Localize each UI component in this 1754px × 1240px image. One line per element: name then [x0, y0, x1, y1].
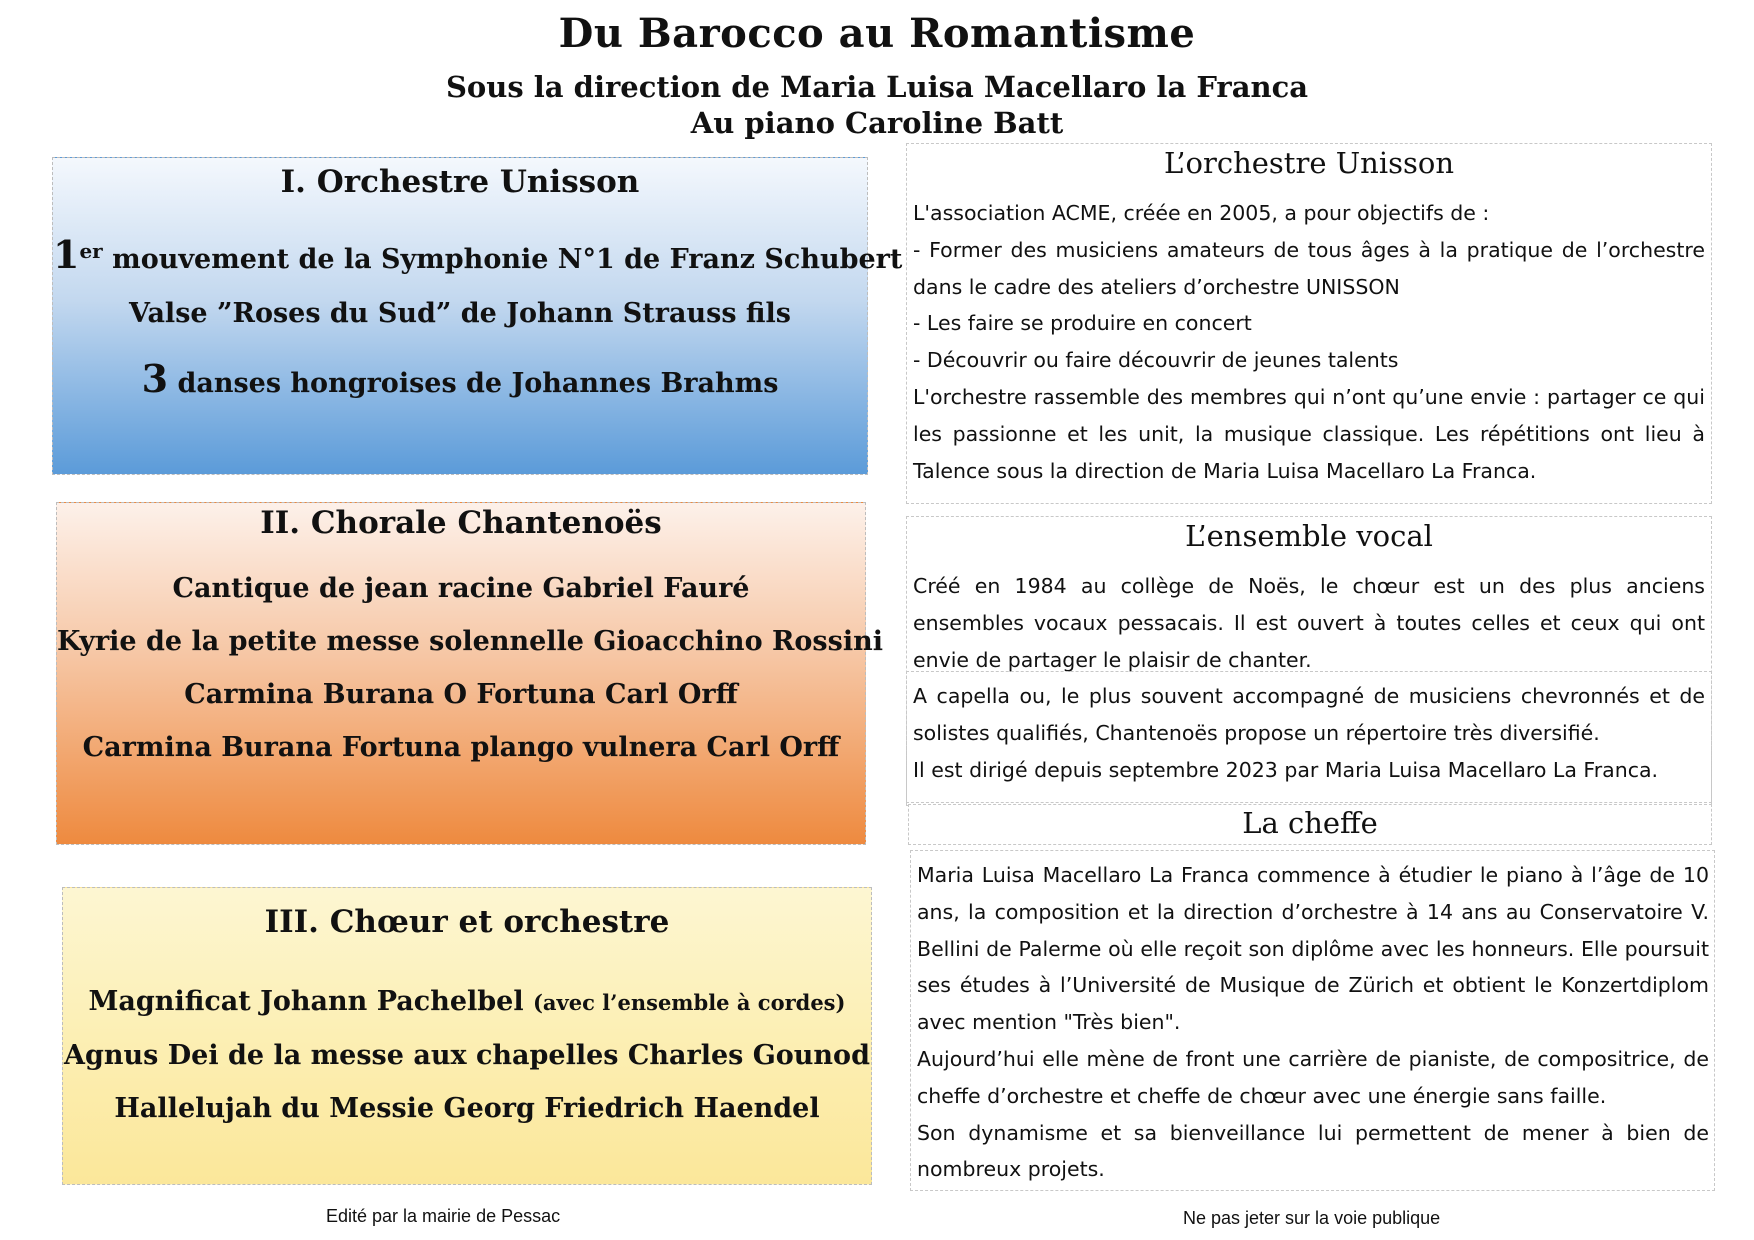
part-2-item: Carmina Burana Fortuna plango vulnera Carl Orff	[82, 732, 840, 763]
program-part-3-box	[62, 887, 872, 1185]
program-part-2-box	[56, 502, 883, 845]
orchestre-line: - Découvrir ou faire découvrir de jeunes talents	[913, 348, 1399, 373]
part-3-item-1-note: (avec l’ensemble à cordes)	[533, 990, 846, 1015]
part-3-item-1	[63, 986, 871, 1017]
publisher-note: Edité par la mairie de Pessac	[326, 1206, 561, 1226]
orchestre-line: L'association ACME, créée en 2005, a pour objectifs de :	[913, 201, 1490, 225]
piano-subtitle: Au piano Caroline Batt	[690, 106, 1064, 140]
direction-subtitle: Sous la direction de Maria Luisa Macellaro la Franca	[445, 70, 1309, 104]
cheffe-text	[917, 857, 1709, 1188]
vocal-heading: L’ensemble vocal	[1185, 519, 1433, 553]
ordinal-number: 1	[53, 232, 80, 277]
dance-count: 3	[141, 356, 169, 401]
part-3-item-3: Hallelujah du Messie Georg Friedrich Haendel	[114, 1093, 820, 1124]
part-1-item-3-text: danses hongroises de Johannes Brahms	[168, 368, 779, 399]
cheffe-heading: La cheffe	[1242, 806, 1378, 840]
cheffe-heading-box	[908, 804, 1712, 845]
disposal-note: Ne pas jeter sur la voie publique	[1183, 1208, 1441, 1228]
orchestre-line: L'orchestre rassemble des membres qui n’ont qu’une envie : partager ce qui les passionne et les unit, la musique classique. Les répétitions ont lieu à Talence sous la direction de Maria Luisa Macellaro La Franca.	[913, 384, 1705, 483]
part-2-item: Kyrie de la petite messe solennelle Gioacchino Rossini	[57, 626, 883, 657]
vocal-paragraph-1	[913, 568, 1705, 678]
cheffe-info-box	[910, 850, 1715, 1191]
page-title: Du Barocco au Romantisme	[558, 10, 1196, 57]
ordinal-suffix: er	[79, 239, 103, 263]
orchestre-info-box	[906, 143, 1712, 504]
part-1-heading: I. Orchestre Unisson	[280, 164, 640, 200]
vocal-info-subbox	[906, 671, 1712, 806]
cheffe-paragraph: Maria Luisa Macellaro La Franca commence à étudier le piano à l’âge de 10 ans, la composition et la direction d’orchestre à 14 ans au Conservatoire V. Bellini de Palerme où elle reçoit son diplôme avec les honneurs. Elle poursuit ses études à l’Université de Musique de Zürich et obtient le Konzertdiplom avec mention "Très bien".	[917, 863, 1709, 1035]
part-1-item-2: Valse ”Roses du Sud” de Johann Strauss fils	[128, 298, 792, 329]
part-1-item-1	[53, 232, 903, 277]
program-part-1-box	[52, 157, 903, 475]
orchestre-line: - Former des musiciens amateurs de tous âges à la pratique de l’orchestre dans le cadre des ateliers d’orchestre UNISSON	[913, 237, 1705, 299]
cheffe-paragraph: Aujourd’hui elle mène de front une carrière de pianiste, de compositrice, de cheffe d’orchestre et cheffe de chœur avec une énergie sans faille.	[917, 1046, 1709, 1108]
cheffe-paragraph: Son dynamisme et sa bienveillance lui permettent de mener à bien de nombreux projets.	[917, 1120, 1709, 1182]
vocal-paragraph-2-text: A capella ou, le plus souvent accompagné de musiciens chevronnés et de solistes qualifiés, Chantenoës propose un répertoire très diversifié.	[913, 684, 1705, 745]
orchestre-line: - Les faire se produire en concert	[913, 311, 1252, 336]
part-2-item: Carmina Burana O Fortuna Carl Orff	[184, 679, 738, 710]
part-3-heading: III. Chœur et orchestre	[264, 904, 670, 940]
vocal-paragraph-3-text: Il est dirigé depuis septembre 2023 par Maria Luisa Macellaro La Franca.	[913, 757, 1659, 782]
part-1-item-1-text: mouvement de la Symphonie N°1 de Franz Schubert	[102, 244, 903, 275]
part-2-item: Cantique de jean racine Gabriel Fauré	[172, 573, 750, 604]
part-2-heading: II. Chorale Chantenoës	[260, 505, 662, 541]
part-1-item-3	[53, 356, 867, 401]
vocal-paragraph-1-text: Créé en 1984 au collège de Noës, le chœur est un des plus anciens ensembles vocaux pessacais. Il est ouvert à toutes celles et ceux qui ont envie de partager le plaisir de chanter.	[913, 574, 1705, 672]
part-3-item-1-text: Magnificat Johann Pachelbel	[88, 986, 533, 1017]
orchestre-heading: L’orchestre Unisson	[1164, 146, 1454, 180]
part-3-item-2: Agnus Dei de la messe aux chapelles Charles Gounod	[64, 1040, 870, 1071]
vocal-paragraph-2	[913, 678, 1705, 788]
orchestre-text	[913, 195, 1705, 489]
